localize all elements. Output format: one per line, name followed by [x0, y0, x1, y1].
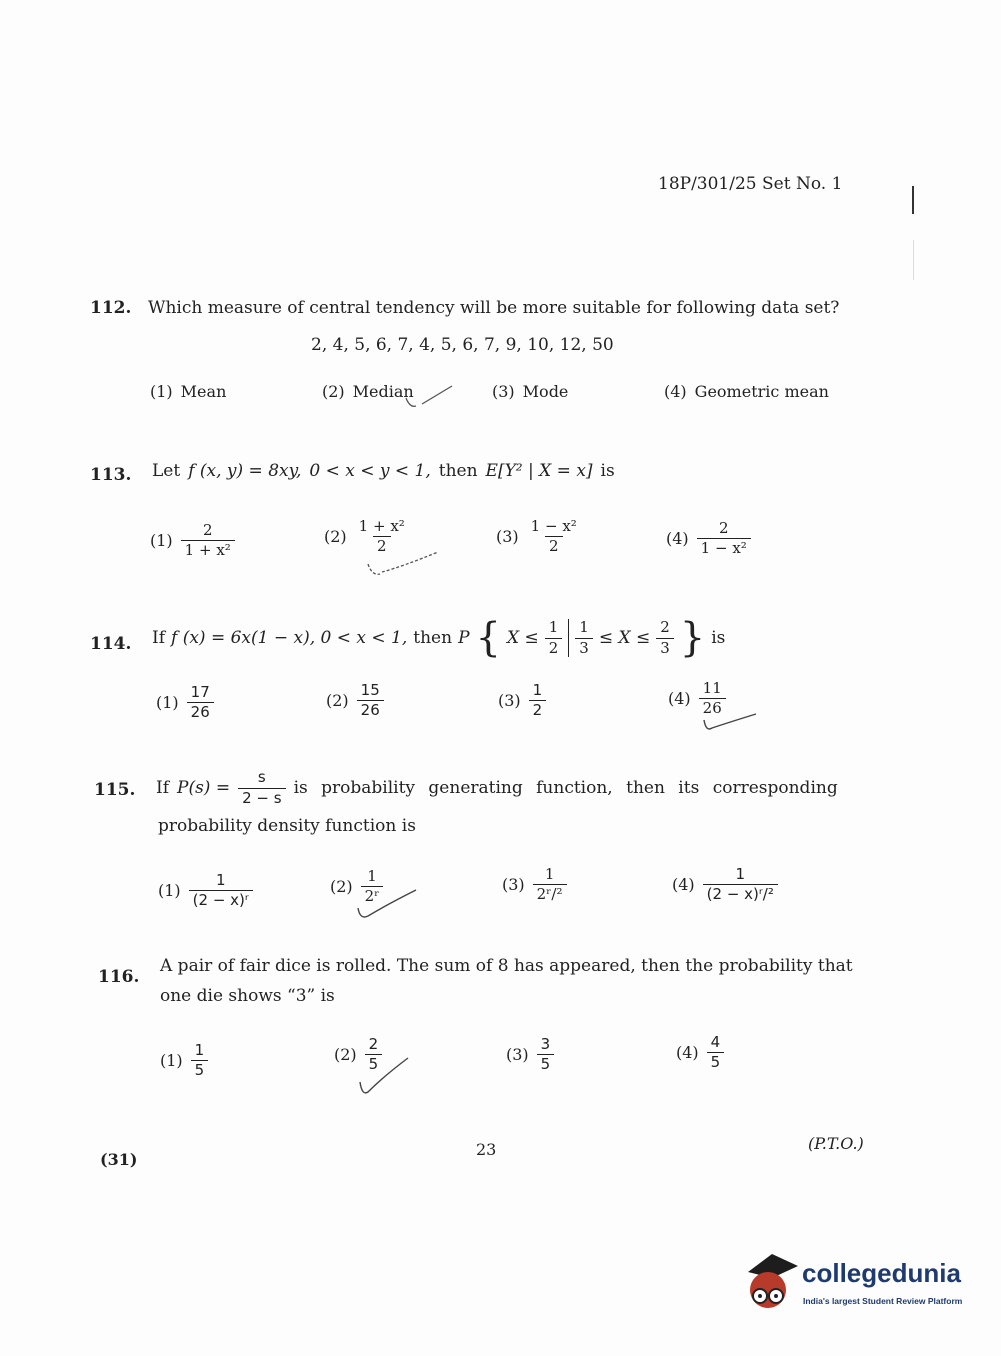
option-4[interactable]: (4) $\frac{2}{\text{1 − x²}}$ [666, 520, 751, 558]
option-label: (1) [160, 1051, 183, 1071]
option-text: Mode [522, 382, 569, 401]
option-label: (3) [506, 1045, 529, 1065]
option-text: Mean [180, 382, 227, 401]
option-3[interactable]: (3) $\frac{3}{5}$ [506, 1036, 554, 1074]
handwritten-tick-icon [700, 706, 760, 736]
option-4[interactable]: (4) $\frac{1}{\text{(2 − x)ʳ/²}}$ [672, 866, 778, 904]
option-label: (4) [672, 875, 695, 895]
question-number: 114. [90, 634, 132, 654]
option-3[interactable]: (3) $\frac{\text{1 − x²}}{2}$ [496, 517, 577, 556]
question-number: 113. [90, 465, 132, 485]
option-4[interactable]: (4) $\frac{11}{26}$ [668, 680, 726, 718]
question-number: 115. [94, 780, 136, 800]
paper-code: 18P/301/25 Set No. 1 [658, 174, 843, 194]
question-text-line2: probability density function is [158, 816, 416, 836]
question-text: Which measure of central tendency will be more suitable for following data set? [148, 298, 840, 318]
handwritten-tick-icon [400, 384, 456, 414]
question-text-line2: one die shows “3” is [160, 986, 335, 1006]
option-label: (2) [334, 1045, 357, 1065]
option-label: (4) [668, 689, 691, 709]
page-number: 23 [476, 1140, 497, 1159]
option-2[interactable]: (2) $\frac{1}{\text{2ʳ}}$ [330, 868, 383, 906]
logo-wordmark: collegedunia [802, 1258, 961, 1288]
option-2[interactable]: (2) $\frac{\text{1 + x²}}{2}$ [324, 517, 405, 556]
question-text: If f (x) = 6x(1 − x), 0 < x < 1, then P { X ≤ $\frac{1}{2}$ $\frac{1}{3}$ ≤ X ≤ $\frac{2}{3}$ } is [152, 615, 726, 661]
option-label: (1) [150, 531, 173, 551]
question-text: Let f (x, y) = 8xy, 0 < x < y < 1, then E[Y² | X = x] is [152, 461, 615, 481]
question-number: 112. [90, 298, 132, 318]
mascot-icon [742, 1252, 800, 1312]
option-4[interactable] [664, 382, 829, 401]
logo-tagline: India's largest Student Review Platform [803, 1296, 963, 1306]
handwritten-tick-icon [352, 886, 422, 926]
scan-edge-mark [912, 186, 914, 214]
option-label: (3) [496, 527, 519, 547]
option-1[interactable]: (1) $\frac{17}{26}$ [156, 684, 214, 722]
option-label: (4) [666, 529, 689, 549]
data-set: 2, 4, 5, 6, 7, 4, 5, 6, 7, 9, 10, 12, 50 [311, 335, 614, 355]
option-text: Geometric mean [694, 382, 829, 401]
option-2[interactable]: (2) $\frac{2}{5}$ [334, 1036, 382, 1074]
option-1[interactable]: (1) $\frac{1}{5}$ [160, 1042, 208, 1080]
option-3[interactable]: (3) $\frac{1}{2}$ [498, 682, 546, 720]
option-label: (1) [150, 382, 173, 401]
option-1[interactable]: (1) $\frac{2}{\text{1 + x²}}$ [150, 522, 235, 560]
scan-edge-mark [913, 240, 914, 280]
option-label: (1) [156, 693, 179, 713]
option-4[interactable]: (4) $\frac{4}{5}$ [676, 1034, 724, 1072]
option-label: (2) [326, 691, 349, 711]
question-text: A pair of fair dice is rolled. The sum of 8 has appeared, then the probability that [160, 956, 853, 976]
option-label: (3) [502, 875, 525, 895]
option-label: (2) [324, 527, 347, 547]
collegedunia-logo[interactable] [742, 1252, 972, 1312]
option-3[interactable]: (3) $\frac{1}{\text{2ʳ/²}}$ [502, 866, 567, 904]
option-1[interactable] [150, 382, 226, 401]
option-text: Median [352, 382, 414, 401]
handwritten-tick-icon [354, 1054, 414, 1100]
pto-note: (P.T.O.) [808, 1134, 864, 1153]
option-1[interactable]: (1) $\frac{1}{\text{(2 − x)ʳ}}$ [158, 872, 253, 910]
option-2[interactable]: (2) $\frac{15}{26}$ [326, 682, 384, 720]
option-label: (3) [492, 382, 515, 401]
option-label: (2) [322, 382, 345, 401]
option-label: (1) [158, 881, 181, 901]
question-text: If P(s) = $\frac{s}{2 - s}$ is probability generating function, then its corresponding [156, 768, 838, 807]
option-label: (4) [676, 1043, 699, 1063]
option-label: (2) [330, 877, 353, 897]
option-label: (4) [664, 382, 687, 401]
question-number: 116. [98, 967, 140, 987]
option-3[interactable] [492, 382, 568, 401]
option-label: (3) [498, 691, 521, 711]
booklet-code: (31) [100, 1150, 138, 1169]
handwritten-tick-icon [364, 546, 444, 582]
